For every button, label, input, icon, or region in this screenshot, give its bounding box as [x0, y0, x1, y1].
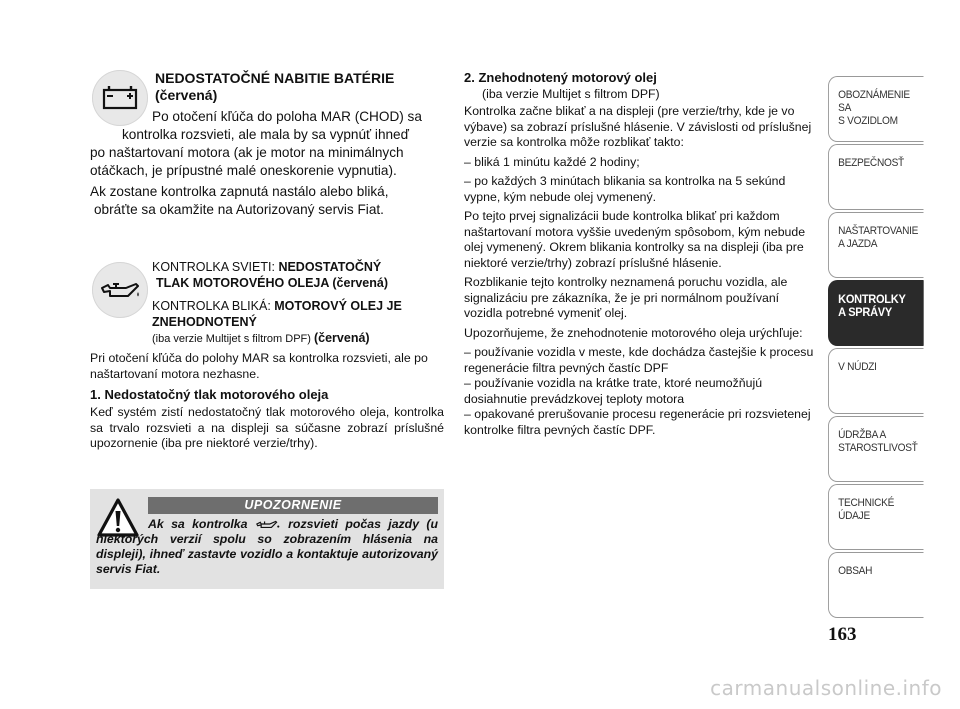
tab-udrzba[interactable]: [828, 416, 924, 482]
tab-v-nudzi[interactable]: [828, 348, 924, 414]
tab-obsah[interactable]: [828, 552, 924, 618]
battery-title: NEDOSTATOČNÉ NABITIE BATÉRIE (červená): [155, 70, 395, 103]
tab-technicke-udaje[interactable]: [828, 484, 924, 550]
tab-label: KONTROLKY A SPRÁVY: [838, 292, 906, 319]
tab-label: ÚDRŽBA A STAROSTLIVOSŤ: [838, 429, 918, 454]
page-number: 163: [828, 624, 857, 645]
oil-icon-badge: [92, 262, 148, 318]
oil-section-1-text: Keď systém zistí nedostatočný tlak motorového oleja, kontrolka sa trvalo rozsvieti a na displeji sa súčasne zobrazí príslušné upozornenie (iba pre niektoré verzie/trhy).: [90, 405, 444, 450]
right-bullet-5: – opakované prerušovanie procesu regenerácie pri rozsvietenej kontrolke filtra pevných častíc DPF.: [464, 407, 811, 437]
oil-intro: Pri otočení kľúča do polohy MAR sa kontrolka rozsvieti, ale po naštartovaní motora nezhasne.: [90, 351, 428, 381]
warning-header: UPOZORNENIE: [148, 497, 438, 514]
oil-section-2-subtitle: (iba verzie Multijet s filtrom DPF): [482, 86, 660, 101]
oil-lit-label: KONTROLKA SVIETI: NEDOSTATOČNÝ TLAK MOTOROVÉHO OLEJA (červená): [152, 260, 388, 290]
oil-section-2-title: 2. Znehodnotený motorový olej: [464, 70, 657, 85]
watermark: carmanualsonline.info: [710, 676, 942, 700]
right-paragraph-4: Upozorňujeme, že znehodnotenie motorového oleja urýchľuje:: [464, 325, 803, 340]
tab-bezpecnost[interactable]: [828, 144, 924, 210]
right-paragraph-1: Kontrolka začne blikať a na displeji (pre verzie/trhy, kde je vo výbave) sa zobrazí príslušné hlásenie. V závislosti od príslušnej verzie sa kontrolka môže rozblikať takto:: [464, 104, 812, 149]
right-column: [464, 70, 816, 438]
tab-label: NAŠTARTOVANIE A JAZDA: [838, 225, 919, 250]
battery-paragraph-1: Po otočení kľúča do poloha MAR (CHOD) sa kontrolka rozsvieti, ale mala by sa vypnúť ihneď po naštartovaní motora (ak je motor na minimálnych otáčkach, je prípustné malé oneskorenie vypnutia).: [90, 109, 422, 178]
right-paragraph-3: Rozblikanie tejto kontrolky neznamená poruchu vozidla, ale signalizáciu pre zákazníka, že je pri normálnom používaní vozidla potrebné vymeniť olej.: [464, 275, 788, 320]
tab-nastartovanie[interactable]: [828, 212, 924, 278]
oil-section-1-title: 1. Nedostatočný tlak motorového oleja: [90, 387, 329, 402]
right-bullet-2: – po každých 3 minútach blikania sa kontrolka na 5 sekúnd vypne, kým nebude olej vymenený.: [464, 174, 786, 204]
tab-label: V NÚDZI: [838, 361, 877, 373]
right-bullet-3: – používanie vozidla v meste, kde dochádza častejšie k procesu regenerácie filtra pevných častíc DPF: [464, 345, 814, 375]
tab-label: OBOZNÁMENIE SA S VOZIDLOM: [838, 89, 910, 127]
tab-kontrolky[interactable]: [828, 280, 924, 346]
tab-label: TECHNICKÉ ÚDAJE: [838, 497, 895, 522]
oil-blink-label: KONTROLKA BLIKÁ: MOTOROVÝ OLEJ JE ZNEHODNOTENÝ (iba verzie Multijet s filtrom DPF) (červená): [152, 299, 402, 345]
right-bullet-4: – používanie vozidla na krátke trate, ktoré neumožňujú dosiahnutie prevádzkovej teploty motora: [464, 376, 763, 406]
right-bullet-1: – bliká 1 minútu každé 2 hodiny;: [464, 154, 640, 169]
oil-can-icon: [255, 518, 281, 530]
oil-can-icon: [92, 262, 148, 318]
tab-label: OBSAH: [838, 565, 873, 577]
tab-oboznamenie[interactable]: [828, 76, 924, 142]
battery-paragraph-2: Ak zostane kontrolka zapnutá nastálo alebo bliká, obráťte sa okamžite na Autorizovaný servis Fiat.: [90, 184, 389, 217]
warning-text: Ak sa kontrolka rozsvieti počas jazdy (u niektorých verzií spolu so zobrazením hlásenia na displeji), ihneď zastavte vozidlo a kontaktuje autorizovaný servis Fiat.: [96, 517, 438, 576]
right-paragraph-2: Po tejto prvej signalizácii bude kontrolka blikať pri každom naštartovaní motora vyššie uvedeným spôsobom, kým nebude olej vymenený. Okrem blikania kontrolky sa na displeji (iba pre niektoré verzie/trhy) zobrazí príslušné hlásenie.: [464, 209, 806, 270]
tab-label: BEZPEČNOSŤ: [838, 157, 904, 169]
